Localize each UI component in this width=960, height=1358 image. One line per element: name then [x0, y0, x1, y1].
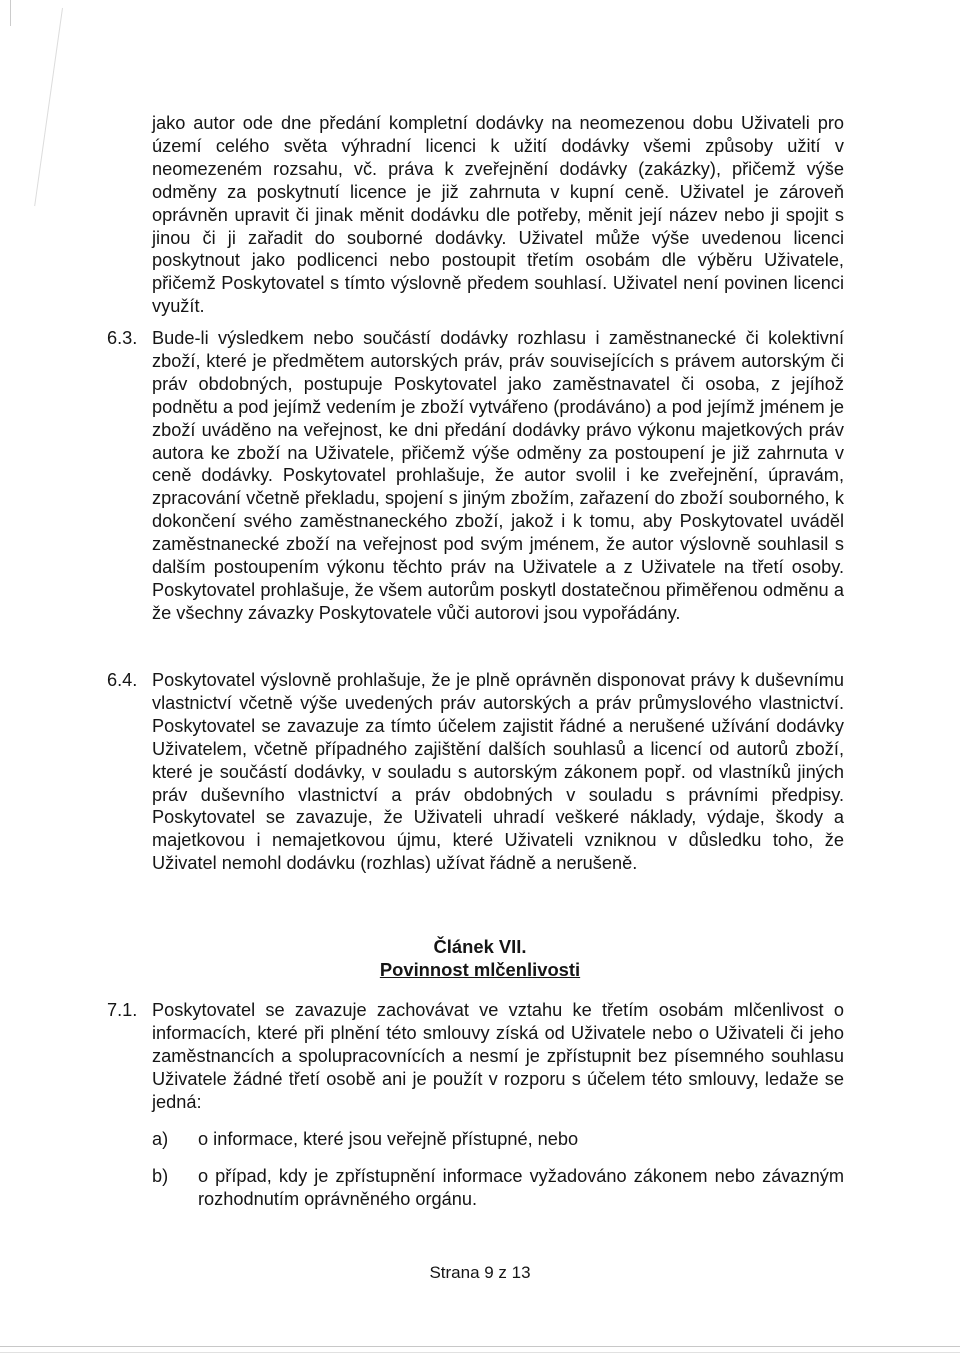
paragraph-6-3: Bude-li výsledkem nebo součástí dodávky rozhlasu i zaměstnanecké či kolektivní zboží, které je předmětem autorských práv, práv souvisejících s právem autorským či práv obdobných, postupuje Poskytovatel jako zaměstnavatel či osoba, z jejíhož podnětu a pod jejímž vedením je zboží vytvářeno (prodáváno) a pod jejímž jménem je zboží uváděno na veřejnost, ke dni předání dodávky právo výkonu majetkových práv autora ke zboží na Uživatele, přičemž výše odměny za postoupení je již zahrnuta v ceně dodávky. Poskytovatel prohlašuje, že autor svolil i ke zveřejnění, úpravám, zpracování včetně překladu, spojení s jiným zbožím, zařazení do zboží souborného, k dokončení svého zaměstnaneckého zboží, jakož i k tomu, aby Poskytovatel uváděl zaměstnanecké zboží na veřejnost pod svým jménem, že autor výslovně souhlasil s dalším postoupením výkonu těchto práv na Uživatele a z Uživatele na třetí osoby. Poskytovatel prohlašuje, že všem autorům poskytl dostatečnou přiměřenou odměnu a že všechny závazky Poskytovatele vůči autorovi jsou vypořádány.: [152, 328, 844, 623]
article-number: Článek VII.: [433, 936, 527, 957]
page-number: Strana 9 z 13: [429, 1263, 531, 1282]
scan-artifact-line: [10, 0, 11, 26]
list-item-label: a): [152, 1129, 169, 1149]
scan-artifact-line: [0, 1346, 960, 1347]
section-number-6-3: 6.3.: [107, 328, 138, 348]
paragraph-6-2-continuation: jako autor ode dne předání kompletní dodávky na neomezenou dobu Uživateli pro území celého světa výhradní licenci k užití dodávky všemi způsoby užití v neomezeném rozsahu, vč. práva k zveřejnění dodávky (zakázky), přičemž výše odměny za poskytnutí licence je již zahrnuta v kupní ceně. Uživatel je zároveň oprávněn upravit či jinak měnit dodávku dle potřeby, měnit její název nebo ji spojit s jinou či ji zařadit do souborné dodávky. Uživatel může výše uvedenou licenci poskytnout jako podlicenci nebo postoupit třetím osobám dle výběru Uživatele, přičemž Poskytovatel s tímto výslovně předem souhlasí. Uživatel není povinen licenci využít.: [152, 113, 844, 317]
list-item-label: b): [152, 1166, 169, 1186]
scan-artifact-line: [34, 8, 63, 206]
list-item-text: o informace, které jsou veřejně přístupné, nebo: [198, 1129, 579, 1149]
section-number-6-4: 6.4.: [107, 670, 138, 690]
article-title-text: Povinnost mlčenlivosti: [379, 959, 581, 980]
section-number-7-1: 7.1.: [107, 1000, 138, 1020]
paragraph-7-1: Poskytovatel se zavazuje zachovávat ve vztahu ke třetím osobám mlčenlivost o informacích, které při plnění této smlouvy získá od Uživatele nebo o Uživateli či jeho zaměstnancích a spolupracovnících a nesmí je zpřístupnit bez písemného souhlasu Uživatele žádné třetí osobě ani je použít v rozporu s účelem této smlouvy, ledaže se jedná:: [152, 1000, 844, 1112]
paragraph-6-4: Poskytovatel výslovně prohlašuje, že je plně oprávněn disponovat právy k duševnímu vlastnictví včetně výše uvedených práv autorských a práv průmyslového vlastnictví. Poskytovatel se zavazuje za tímto účelem zajistit řádné a nerušené užívání dodávky Uživatelem, včetně případného zajištění dalších souhlasů a licencí od autorů zboží, které je součástí dodávky, v souladu s autorským zákonem popř. od vlastníků jiných práv duševního vlastnictví a práv obdobných v souladu s právními předpisy. Poskytovatel se zavazuje, že Uživateli uhradí veškeré náklady, výdaje, škody a majetkovou i nemajetkovou újmu, které Uživateli vzniknou v důsledku toho, že Uživatel nemohl dodávku (rozhlas) užívat řádně a nerušeně.: [152, 670, 844, 874]
article-title: [0, 958, 960, 981]
scan-artifact-line: [0, 1352, 960, 1353]
list-item-text: o případ, kdy je zpřístupnění informace vyžadováno zákonem nebo závazným rozhodnutím oprávněného orgánu.: [198, 1166, 844, 1209]
